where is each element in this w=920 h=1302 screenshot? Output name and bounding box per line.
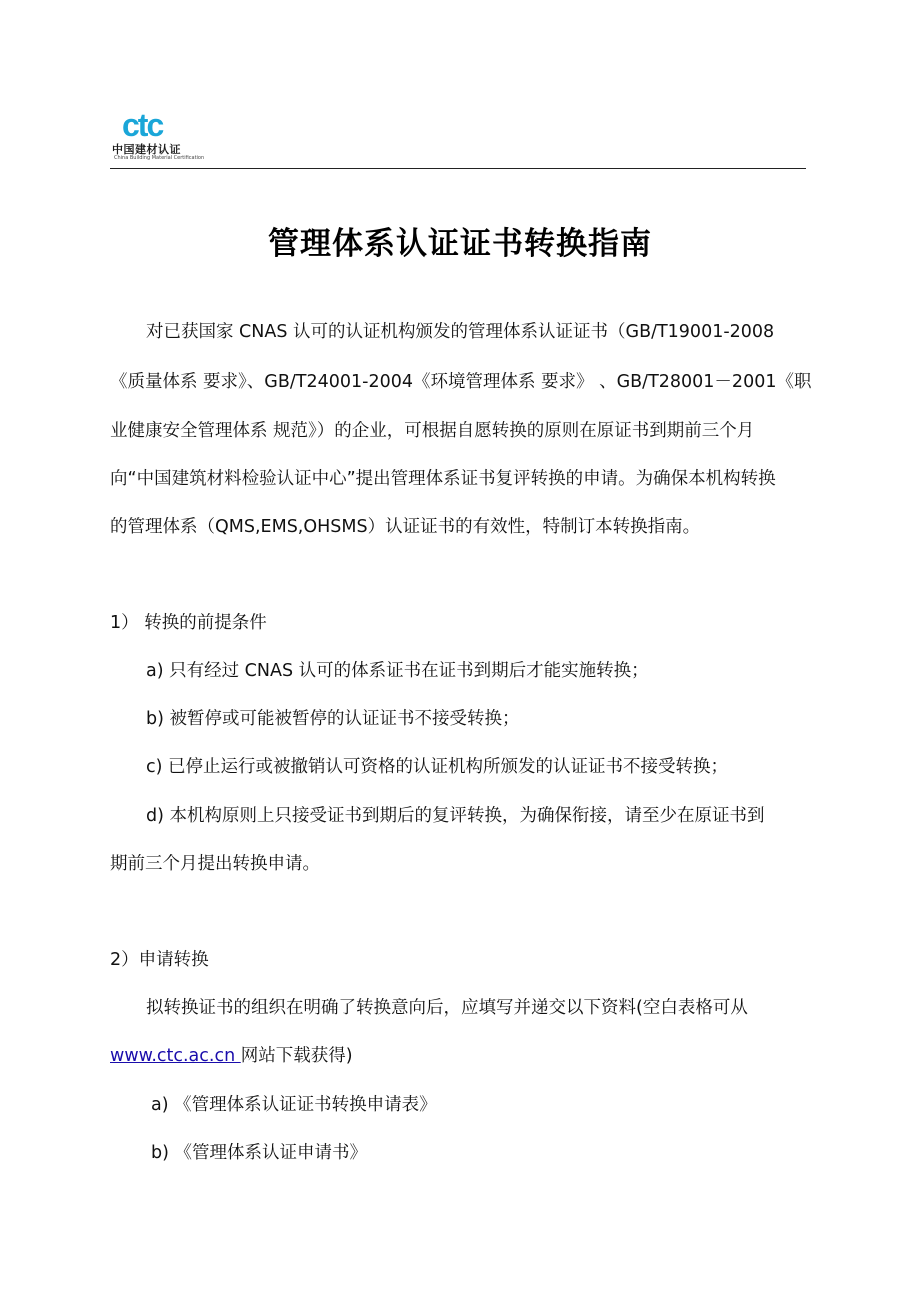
section1-item-b: b) 被暂停或可能被暂停的认证证书不接受转换； [146,709,520,729]
section1-item-d: d) 本机构原则上只接受证书到期后的复评转换，为确保衔接，请至少在原证书到 [146,806,765,826]
ctc-logo [112,110,205,164]
intro-line-1: 对已获国家 CNAS 认可的认证机构颁发的管理体系认证证书（GB/T19001-2008 [146,322,775,342]
intro-line-5: 的管理体系（QMS,EMS,OHSMS）认证证书的有效性，特制订本转换指南。 [110,517,701,537]
page-title: 管理体系认证证书转换指南 [268,226,652,262]
section2-intro-line-2 [110,1044,353,1068]
section1-item-c: c) 已停止运行或被撤销认可资格的认证机构所颁发的认证证书不接受转换； [146,757,729,777]
website-link[interactable]: www.ctc.ac.cn [110,1046,241,1066]
header-divider [110,168,806,169]
section2-intro-line-2-rest: 网站下载获得) [240,1046,353,1066]
section1-heading: 1） 转换的前提条件 [110,613,267,633]
intro-line-3: 业健康安全管理体系 规范》）的企业，可根据自愿转换的原则在原证书到期前三个月 [110,421,755,441]
logo-english-name: China Building Material Certification [114,155,205,161]
intro-line-4: 向“中国建筑材料检验认证中心”提出管理体系证书复评转换的申请。为确保本机构转换 [110,469,776,489]
logo-chinese-name: 中国建材认证 [112,143,181,156]
section1-item-a: a) 只有经过 CNAS 认可的体系证书在证书到期后才能实施转换； [146,661,649,681]
section2-item-b: b) 《管理体系认证申请书》 [151,1143,367,1163]
section1-item-d-continuation: 期前三个月提出转换申请。 [110,854,320,874]
section2-intro-line-1: 拟转换证书的组织在明确了转换意向后，应填写并递交以下资料(空白表格可从 [146,998,748,1018]
section2-item-a: a) 《管理体系认证证书转换申请表》 [151,1095,437,1115]
section2-heading: 2）申请转换 [110,950,209,970]
ctc-logo-icon [122,110,186,140]
logo-mark-text: ctc [122,110,163,140]
intro-line-2: 《质量体系 要求》、GB/T24001-2004《环境管理体系 要求》 、GB/T28001－2001《职 [110,372,812,392]
